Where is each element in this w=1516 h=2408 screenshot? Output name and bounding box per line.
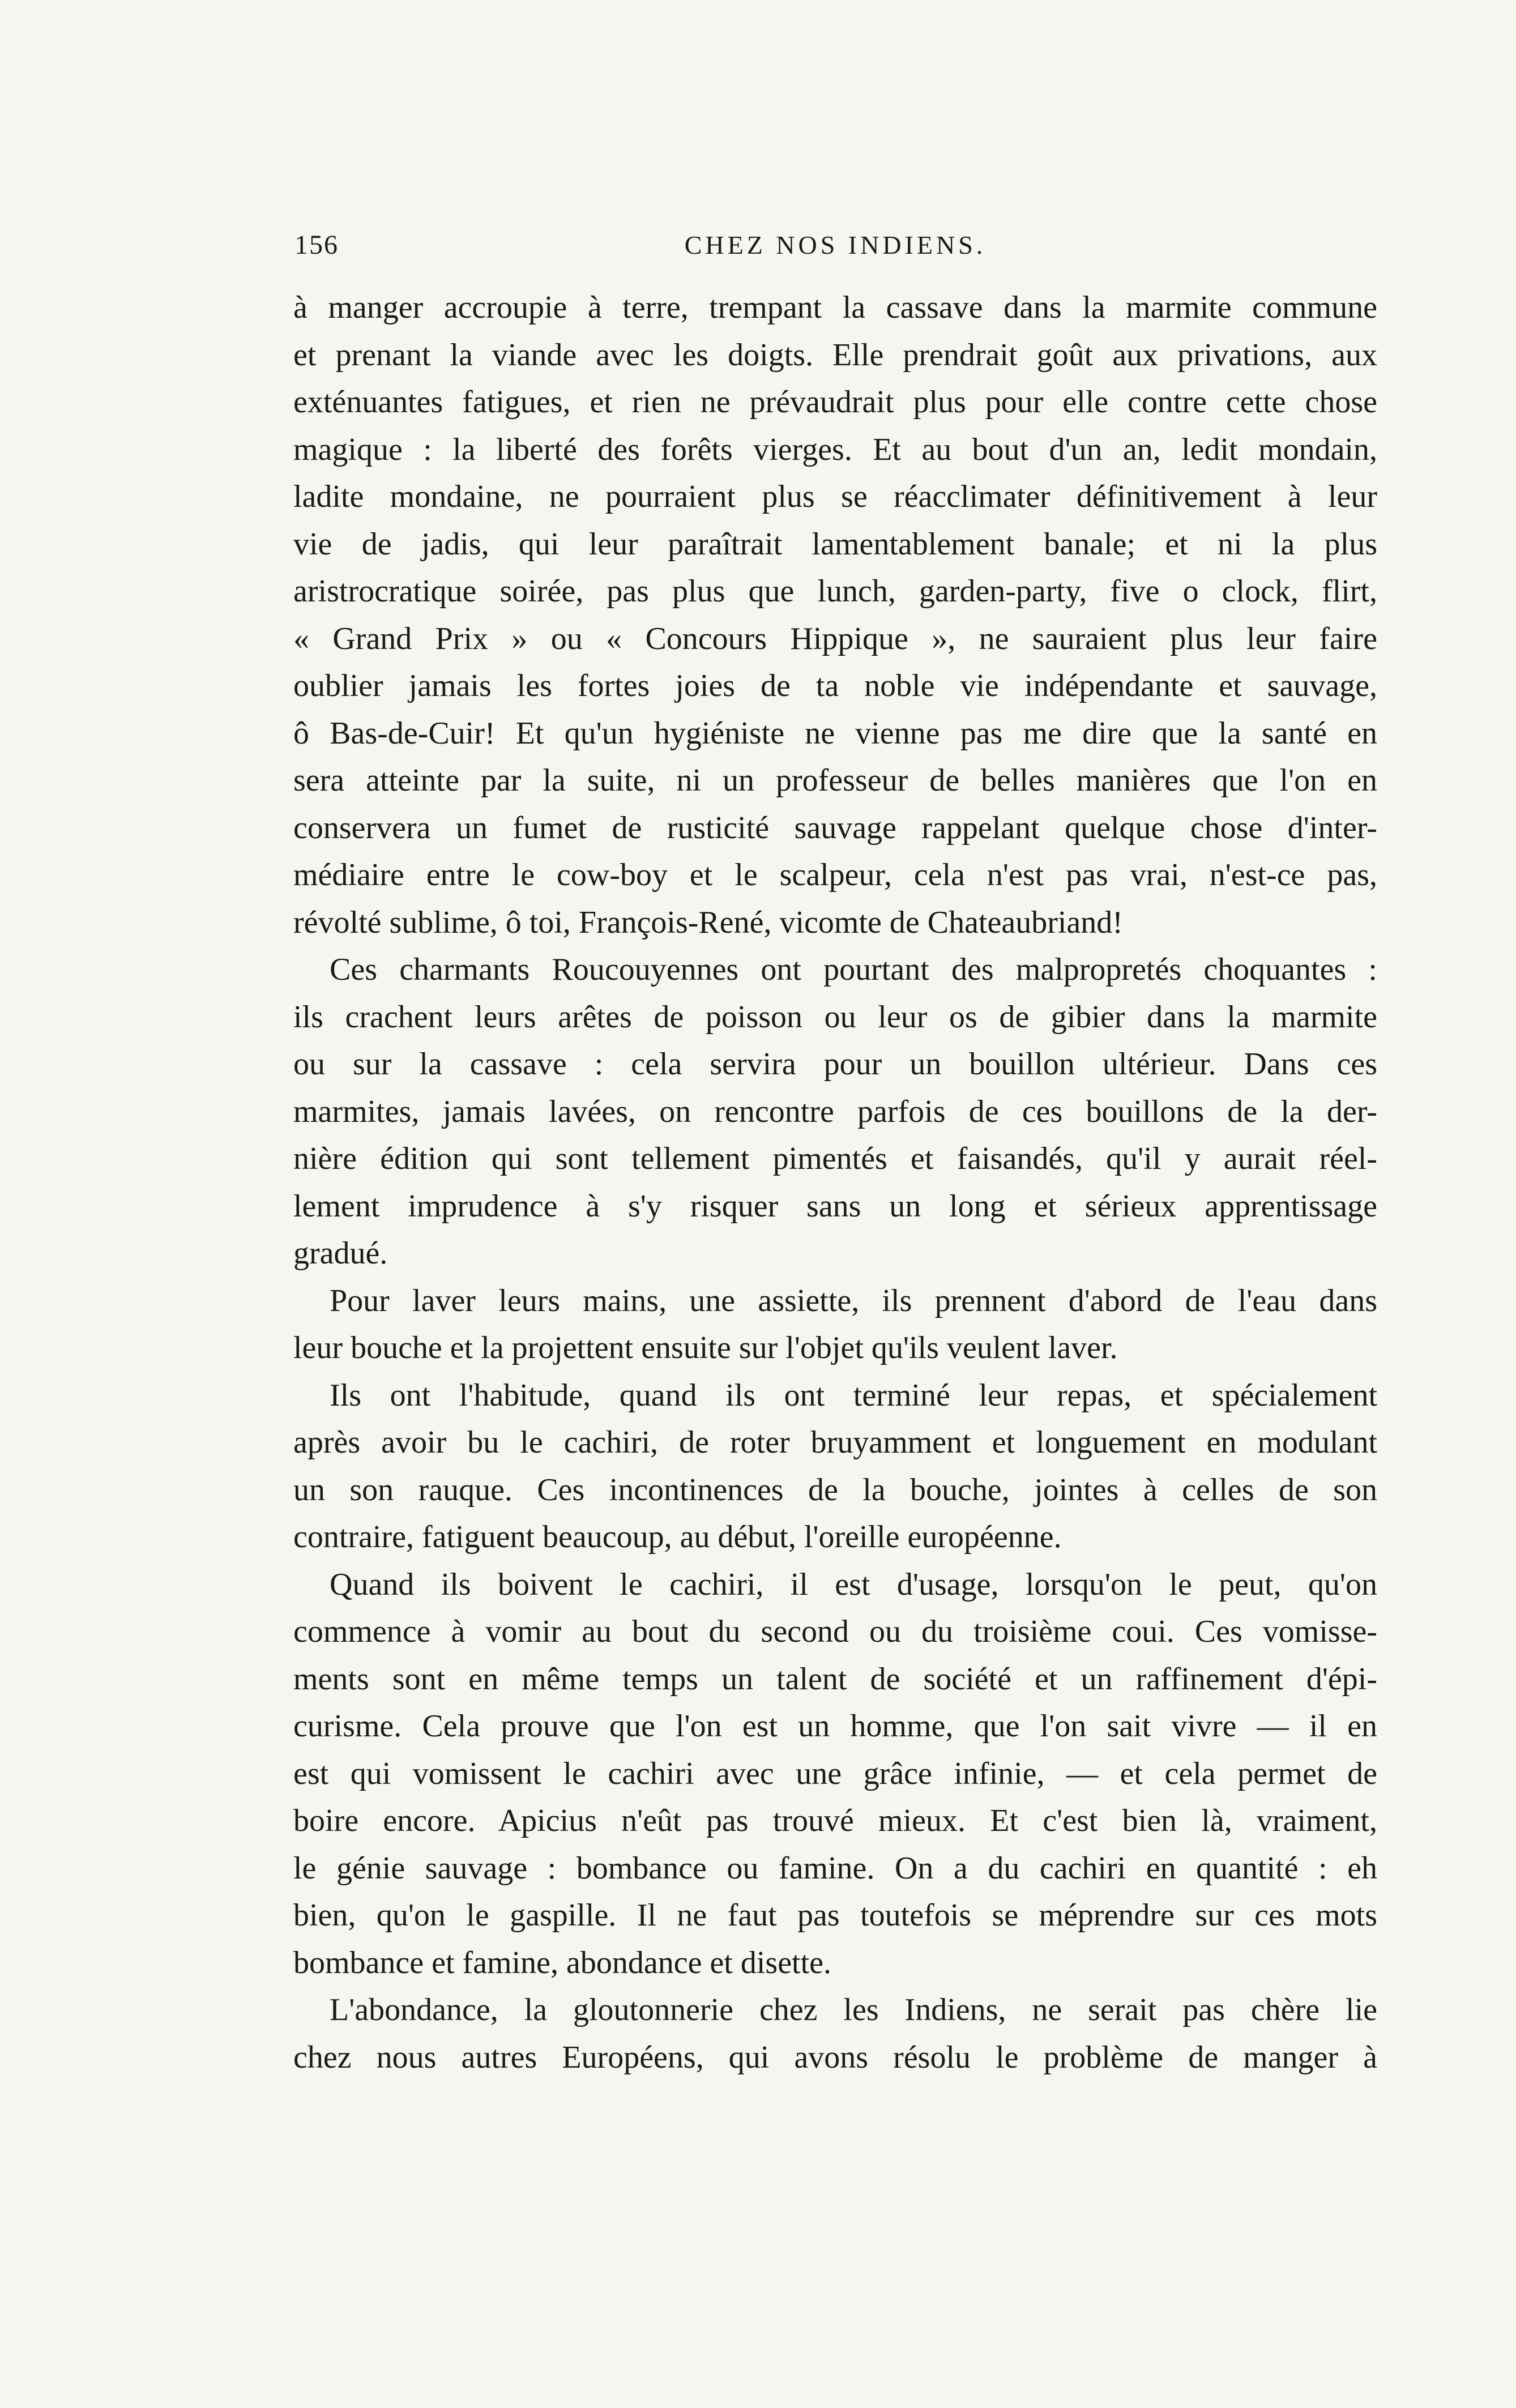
text-line: Quand ils boivent le cachiri, il est d'usage, lorsqu'on le peut, qu'on (330, 1566, 1377, 1602)
text-line: ladite mondaine, ne pourraient plus se réacclimater définitivement à leur (293, 479, 1377, 514)
text-line: est qui vomissent le cachiri avec une grâce infinie, — et cela permet de (293, 1756, 1377, 1791)
text-line: « Grand Prix » ou « Concours Hippique », ne sauraient plus leur faire (293, 621, 1377, 656)
page-header (294, 225, 1376, 265)
text-line: curisme. Cela prouve que l'on est un homme, que l'on sait vivre — il en (293, 1709, 1377, 1744)
text-line: le génie sauvage : bombance ou famine. On a du cachiri en quantité : eh (293, 1850, 1377, 1886)
text-line: oublier jamais les fortes joies de ta noble vie indépendante et sauvage, (293, 668, 1377, 703)
text-line: révolté sublime, ô toi, François-René, vicomte de Chateaubriand! (293, 904, 1123, 940)
text-line: après avoir bu le cachiri, de roter bruyamment et longuement en modulant (293, 1425, 1377, 1460)
running-title: CHEZ NOS INDIENS. (684, 230, 987, 259)
text-line: leur bouche et la projettent ensuite sur l'objet qu'ils veulent laver. (293, 1330, 1118, 1365)
text-line: chez nous autres Européens, qui avons résolu le problème de manger à (293, 2039, 1377, 2075)
text-line: gradué. (293, 1236, 388, 1271)
text-line: médiaire entre le cow-boy et le scalpeur, cela n'est pas vrai, n'est-ce pas, (293, 857, 1377, 893)
body-text (293, 284, 1377, 2081)
text-line: ils crachent leurs arêtes de poisson ou leur os de gibier dans la marmite (293, 999, 1377, 1035)
text-line: lement imprudence à s'y risquer sans un long et sérieux apprentissage (293, 1188, 1377, 1224)
text-line: conservera un fumet de rusticité sauvage rappelant quelque chose d'inter- (293, 810, 1377, 846)
text-line: bombance et famine, abondance et disette. (293, 1945, 832, 1980)
text-line: commence à vomir au bout du second ou du troisième coui. Ces vomisse- (293, 1614, 1377, 1649)
text-line: Pour laver leurs mains, une assiette, ils prennent d'abord de l'eau dans (330, 1283, 1377, 1318)
text-line: ô Bas-de-Cuir! Et qu'un hygiéniste ne vienne pas me dire que la santé en (293, 715, 1377, 751)
page-number: 156 (294, 230, 339, 260)
text-line: Ils ont l'habitude, quand ils ont terminé leur repas, et spécialement (330, 1377, 1377, 1413)
text-line: vie de jadis, qui leur paraîtrait lamentablement banale; et ni la plus (293, 526, 1377, 562)
text-line: nière édition qui sont tellement pimentés et faisandés, qu'il y aurait réel- (293, 1141, 1377, 1176)
text-line: bien, qu'on le gaspille. Il ne faut pas toutefois se méprendre sur ces mots (293, 1898, 1377, 1933)
text-line: Ces charmants Roucouyennes ont pourtant des malpropretés choquantes : (330, 952, 1377, 987)
text-line: et prenant la viande avec les doigts. Elle prendrait goût aux privations, aux (293, 337, 1377, 373)
text-line: à manger accroupie à terre, trempant la cassave dans la marmite commune (293, 290, 1377, 325)
text-line: exténuantes fatigues, et rien ne prévaudrait plus pour elle contre cette chose (293, 385, 1377, 420)
text-line: magique : la liberté des forêts vierges. Et au bout d'un an, ledit mondain, (293, 432, 1377, 467)
text-line: aristrocratique soirée, pas plus que lunch, garden-party, five o clock, flirt, (293, 574, 1377, 609)
text-line: L'abondance, la gloutonnerie chez les Indiens, ne serait pas chère lie (330, 1992, 1377, 2027)
text-line: marmites, jamais lavées, on rencontre parfois de ces bouillons de la der- (293, 1094, 1377, 1129)
text-line: contraire, fatiguent beaucoup, au début, l'oreille européenne. (293, 1519, 1062, 1555)
text-line: ments sont en même temps un talent de société et un raffinement d'épi- (293, 1661, 1377, 1697)
text-line: sera atteinte par la suite, ni un professeur de belles manières que l'on en (293, 763, 1377, 798)
text-line: ou sur la cassave : cela servira pour un bouillon ultérieur. Dans ces (293, 1047, 1377, 1082)
text-line: un son rauque. Ces incontinences de la bouche, jointes à celles de son (293, 1472, 1377, 1508)
text-line: boire encore. Apicius n'eût pas trouvé mieux. Et c'est bien là, vraiment, (293, 1803, 1377, 1838)
